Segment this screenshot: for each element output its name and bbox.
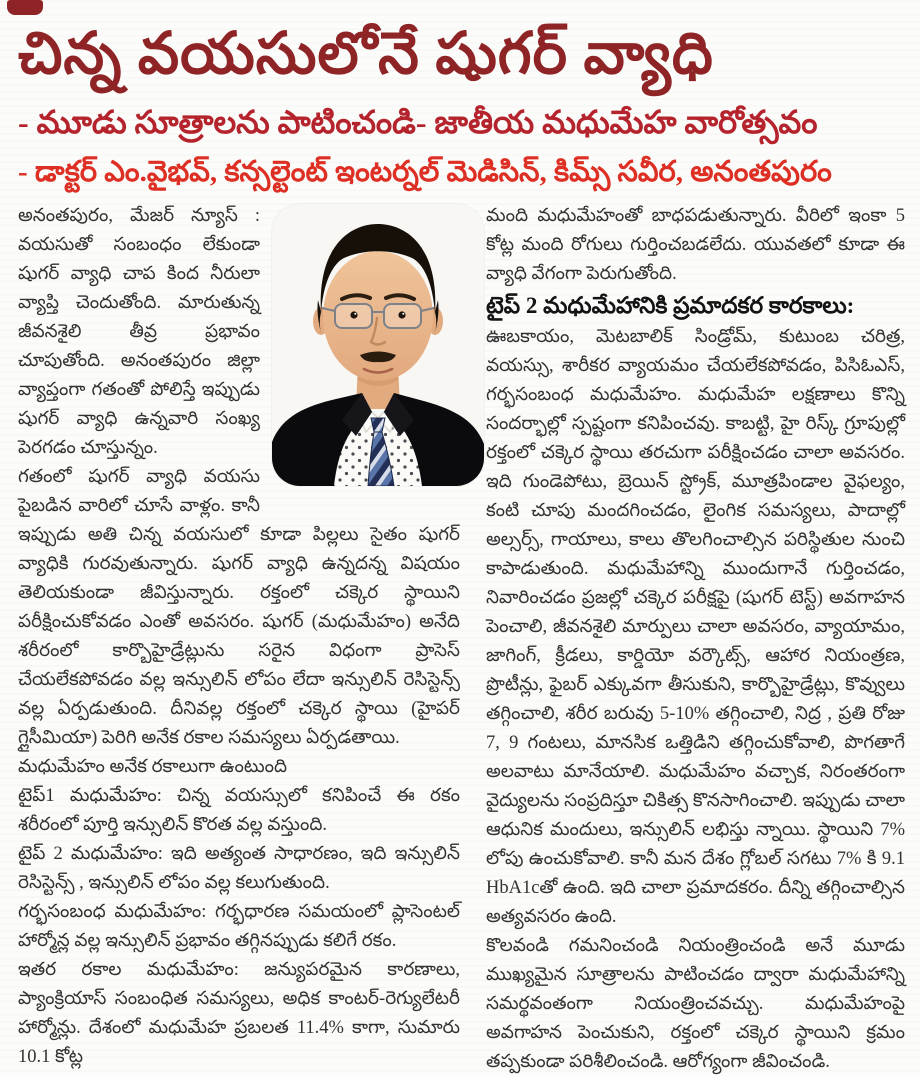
- right-paragraph-conclusion: కొలవండి గమనించండి నియంత్రించండి అనే మూడు ముఖ్యమైన సూత్రాలను పాటించడం ద్వారా మధుమేహాన్ని సమర్థవంతంగా నియంత్రించవచ్చు. మధుమేహంపై అవగాహన పెంచుకుని, రక్తంలో చక్కెర స్థాయిని క్రమం తప్పకుండా పరిశీలించండి. ఆరోగ్యంగా జీవించండి.: [486, 935, 905, 1072]
- risk-factors-heading: టైప్ 2 మధుమేహానికి ప్రమాదకర కారకాలు:: [486, 292, 855, 318]
- right-paragraph-statistics: మంది మధుమేహంతో బాధపడుతున్నారు. వీరిలో ఇంకా 5 కోట్ల మంది రోగులు గుర్తించబడలేదు. యువతలో కూడా ఈ వ్యాధి వేగంగా పెరుగుతోంది.: [486, 205, 905, 284]
- diabetes-type-gestational-text: గర్భధారణ సమయంలో ప్లాసెంటల్ హార్మోన్ల వల్ల ఇన్సులిన్ ప్రభావం తగ్గినప్పుడు కలిగే రకం.: [18, 901, 460, 951]
- diabetes-type-gestational-label: గర్భసంబంధ మధుమేహం:: [18, 901, 207, 922]
- diabetes-type-2-label: టైప్ 2 మధుమేహం:: [18, 843, 163, 864]
- diabetes-type-2-text: ఇది అత్యంత సాధారణం, ఇది ఇన్సులిన్ రెసిస్టెన్స్ , ఇన్సులిన్ లోపం వల్ల కలుగుతుంది.: [18, 843, 460, 893]
- diabetes-type-other-text: జన్యుపరమైన కారణాలు, ప్యాంక్రియాస్ సంబంధిత సమస్యలు, అధిక కాంటర్-రెగ్యులేటరీ హార్మోన్లు. దేశంలో మధుమేహ ప్రబలత 11.4% కాగా, సుమారు 10.1 కోట్ల: [18, 959, 460, 1067]
- left-paragraph-children: గతంలో షుగర్ వ్యాధి వయసు పైబడిన వారిలో చూసే వాళ్లం. కానీ ఇప్పుడు అతి చిన్న వయసులో కూడా పిల్లలు సైతం షుగర్ వ్యాధికి గురవుతున్నారు. షుగర్ వ్యాధి ఉన్నదన్న విషయం తెలియకుండా జీవిస్తున్నారు. రక్తంలో చక్కెర స్థాయిని పరీక్షించుకోవడం ఎంతో అవసరం. షుగర్ (మధుమేహం) అనేది శరీరంలో కార్బొహైడ్రేట్లును సరైన విధంగా ప్రాసెస్ చేయలేకపోవడం వల్ల ఇన్సులిన్ లోపం లేదా ఇన్సులిన్ రెసిస్టెన్స్ వల్ల ఏర్పడుతుంది. దీనివల్ల రక్తంలో చక్కెర స్థాయి (హైపర్ గ్లైసీమియా) పెరిగి అనేక రకాల సమస్యలు ఏర్పడతాయి.: [18, 466, 460, 748]
- article-body: [0, 192, 920, 1077]
- diabetes-type-1-label: టైప్1 మధుమేహం:: [18, 785, 162, 806]
- doctor-portrait-graphic: [272, 204, 484, 486]
- diabetes-types-intro: మధుమేహం అనేక రకాలుగా ఉంటుంది: [18, 756, 288, 777]
- subheadline-doctor-byline: - డాక్టర్ ఎం.వైభవ్, కన్సల్టెంట్ ఇంటర్నల్ మెడిసిన్, కిమ్స్ సవీర, అనంతపురం: [18, 155, 832, 188]
- left-paragraph-intro: అనంతపురం, మేజర్ న్యూస్ : వయసుతో సంబంధం లేకుండా షుగర్ వ్యాధి చాప కింద నీరులా వ్యాప్తి చెందుతోంది. మారుతున్న జీవనశైలి తీవ్ర ప్రభావం చూపుతోంది. అనంతపురం జిల్లా వ్యాప్తంగా గతంతో పోలిస్తే ఇప్పుడు షుగర్ వ్యాధి ఉన్నవారి సంఖ్య పెరగడం చూస్తున్నం.: [18, 205, 260, 458]
- diabetes-type-other: [18, 956, 460, 1072]
- diabetes-type-1-text: చిన్న వయస్సులో కనిపించే ఈ రకం శరీరంలో పూర్తి ఇన్సులిన్ కొరత వల్ల వస్తుంది.: [18, 785, 460, 835]
- article-header: [0, 0, 920, 192]
- article-headline: చిన్న వయసులోనే షుగర్ వ్యాధి: [18, 21, 714, 86]
- doctor-photo: [272, 204, 484, 486]
- diabetes-type-other-label: ఇతర రకాల మధుమేహం:: [18, 959, 239, 980]
- diabetes-type-gestational: [18, 898, 460, 956]
- subheadline-three-rules: - మూడు సూత్రాలను పాటించండి- జాతీయ మధుమేహ వారోత్సవం: [18, 104, 818, 141]
- right-paragraph-risk-details: ఊబకాయం, మెటబాలిక్ సిండ్రోమ్, కుటుంబ చరిత్ర, వయస్సు, శారీకర వ్యాయమం చేయలేకపోవడం, పిసిఓఎస్, గర్భసంబంధ మధుమేహం. మధుమేహ లక్షణాలు కొన్ని సందర్భాల్లో స్పష్టంగా కనిపించవు. కాబట్టి, హై రిస్క్ గ్రూపుల్లో రక్తంలో చక్కెర స్థాయి తరచుగా పరీక్షించడం చాలా అవసరం. ఇది గుండెపోటు, బ్రెయిన్ స్ట్రోక్, మూత్రపిండాల వైఫల్యం, కంటి చూపు మందగించడం, లైంగిక సమస్యలు, పాదాల్లో అల్సర్స్, గాయాలు, కాలు తొలగించాల్సిన పరిస్థితుల నుంచి కాపాడుతుంది. మధుమేహాన్ని ముందుగానే గుర్తించడం, నివారించడం ప్రజల్లో చక్కెర పరీక్షపై (షుగర్ టెస్ట్) అవగాహన పెంచాలి, జీవనశైలి మార్పులు చాలా అవసరం, వ్యాయామం, జాగింగ్, క్రీడలు, కార్డియో వర్కౌట్స్, ఆహార నియంత్రణ, ప్రొటీన్లు, ఫైబర్ ఎక్కువగా తీసుకుని, కార్బొహైడ్రేట్లు, కొవ్వులు తగ్గించాలి, శరీర బరువు 5-10% తగ్గించాలి, నిద్ర , ప్రతి రోజు 7, 9 గంటలు, మానసిక ఒత్తిడిని తగ్గించుకోవాలి, పొగతాగే అలవాటు మానేయాలి. మధుమేహం వచ్చాక, నిరంతరంగా వైద్యులను సంప్రదిస్తూ చికిత్స కొనసాగించాలి. ఇప్పుడు చాలా ఆధునిక మందులు, ఇన్సులిన్ లభిస్తు న్నాయి. స్థాయిని 7% లోపు ఉంచుకోవాలి. కానీ మన దేశం గ్లోబల్ సగటు 7% కి 9.1 HbA1cతో ఉంది. ఇది చాలా ప్రమాదకరం. దీన్ని తగ్గించాల్సిన అత్యవసరం ఉంది.: [486, 326, 905, 927]
- diabetes-type-1: [18, 782, 460, 840]
- diabetes-type-2: [18, 840, 460, 898]
- right-column: [486, 202, 905, 1077]
- left-column: [18, 202, 460, 1072]
- print-artifact: [7, 0, 43, 15]
